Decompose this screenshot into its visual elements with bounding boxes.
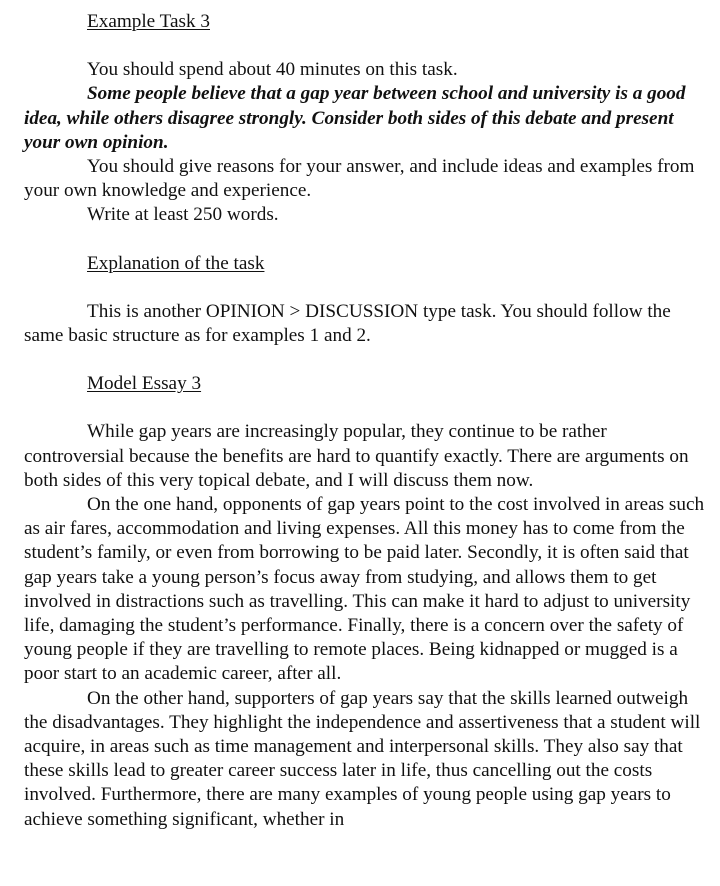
word-count-instruction: Write at least 250 words.	[87, 204, 279, 226]
time-instruction: You should spend about 40 minutes on this task.	[87, 59, 458, 81]
task-heading: Example Task 3	[87, 11, 210, 32]
explanation-text: This is another OPINION > DISCUSSION type task. You should follow the same basic structure as for examples 1 and 2.	[24, 300, 671, 347]
essay-paragraph-opponents: On the one hand, opponents of gap years point to the cost involved in areas such as air fares, accommodation and living expenses. All this money has to come from the student’s family, or even from borrowing to be paid later. Secondly, it is often said that gap years take a young person’s focus away from studying, and allows them to get involved in distractions such as travelling. This can make it hard to adjust to university life, damaging the student’s performance. Finally, there is a concern over the safety of young people if they are travelling to remote places. Being kidnapped or mugged is a poor start to an academic career, after all.	[24, 494, 705, 685]
explanation-heading: Explanation of the task	[87, 252, 265, 274]
essay-heading: Model Essay 3	[87, 373, 202, 395]
task-prompt: Some people believe that a gap year between school and university is a good idea, while others disagree strongly. Consider both sides of this debate and present your own opinion.	[24, 83, 686, 153]
reasons-instruction: You should give reasons for your answer, and include ideas and examples from your own knowledge and experience.	[24, 156, 695, 202]
essay-paragraph-intro: While gap years are increasingly popular, they continue to be rather controversial because the benefits are hard to quantify exactly. There are arguments on both sides of this very topical debate, and I will discuss them now.	[24, 421, 689, 491]
essay-paragraph-supporters: On the other hand, supporters of gap years say that the skills learned outweigh the disadvantages. They highlight the independence and assertiveness that a student will acquire, in areas such as time management and interpersonal skills. They also say that these skills lead to greater career success later in life, thus cancelling out the costs involved. Furthermore, there are many examples of young people using gap years to achieve something significant, whether in	[24, 687, 701, 830]
document-page	[24, 10, 708, 832]
